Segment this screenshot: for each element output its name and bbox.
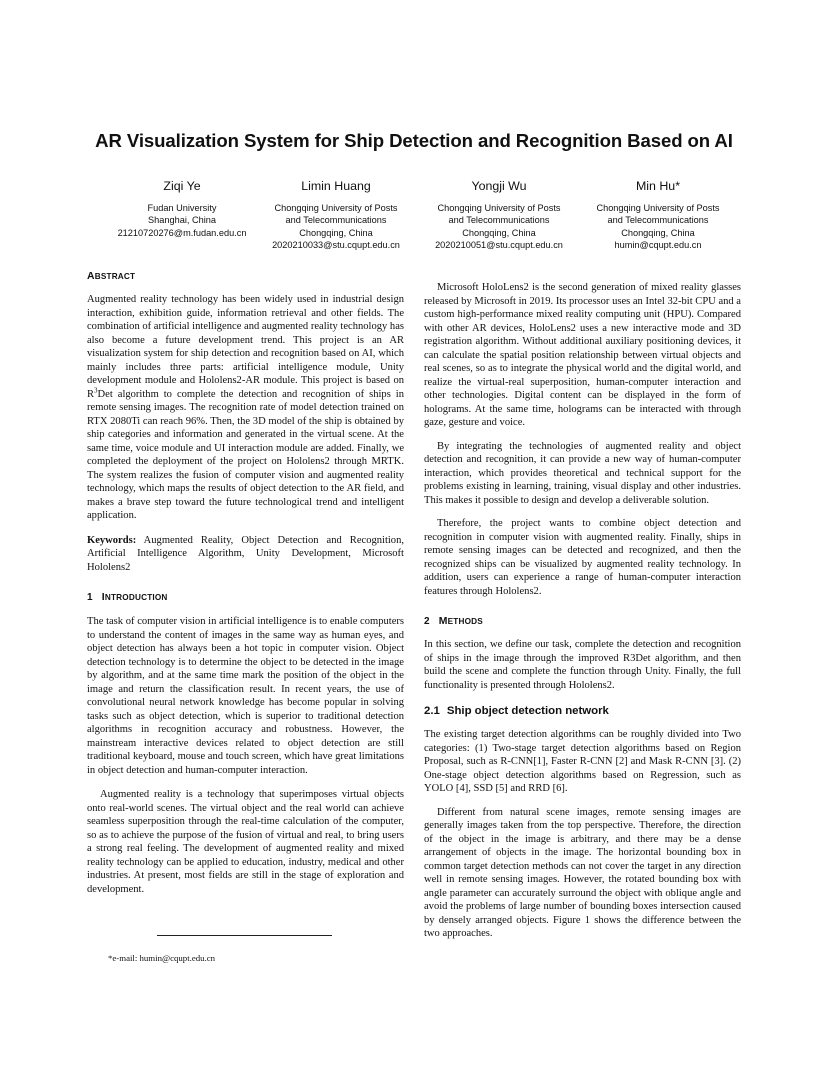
section-heading-introduction: 1 INTRODUCTION — [87, 592, 168, 603]
paper-title: AR Visualization System for Ship Detection and Recognition Based on AI — [95, 130, 733, 151]
author-block-1 — [97, 180, 267, 239]
author-affiliation: Fudan University — [147, 202, 217, 213]
author-location: Chongqing, China — [462, 227, 536, 238]
methods-paragraph: In this section, we define our task, complete the detection and recognition of ships in the image through the improved R3Det algorithm, and then build the scene and complete the function through Unity. Finally, the full functionality is presented through Hololens2. — [424, 639, 741, 691]
author-email: 2020210051@stu.cqupt.edu.cn — [435, 240, 563, 251]
footnote-email: *e-mail: humin@cqupt.edu.cn — [108, 953, 216, 963]
section-heading-methods: 2 METHODS — [424, 616, 483, 627]
detection-paragraph-1: The existing target detection algorithms can be roughly divided into Two categories: (1) Two-stage target detection algorithms based on Region Proposal, such as R-CNN[1], Faster R-CNN [2] and Mask R-CNN [3]. (2) One-stage object detection algorithms based on Regression, such as YOLO [4], SSD [5] and RRD [6]. — [424, 729, 741, 794]
author-location: Shanghai, China — [148, 215, 216, 226]
author-affiliation: and Telecommunications — [285, 215, 387, 226]
integration-paragraph: By integrating the technologies of augmented reality and object detection and recognition, it can provide a new way of human-computer interaction, which provides theoretical and technical support for the problems existing in learning, training, visual display and other industries. This makes it possible to design and develop a deliverable solution. — [424, 440, 741, 506]
author-block-4 — [573, 180, 743, 252]
abstract-text: Augmented reality technology has been widely used in industrial design interaction, exhibition guide, information retrieval and other fields. The combination of artificial intelligence and augmented reality technology has also become a future development trend. This project is an AR visualization system for ship detection and recognition based on AI, which mainly includes three parts: artificial intelligence module, Unity development module and Hololens2-AR module. This project is based on $R^3Det$ algorithm to complete the detection and recognition of ships in remote sensing images. The recognition rate of model detection trained on RTX 2080Ti can reach 96%. Then, the 3D model of the ship is obtained by ship categories and information and generated in the virtual scene. At the same time, voice module and UI interaction module are added. Finally, we completed the deployment of the project on Hololens2 through MRTK. The system realizes the fusion of computer vision and augmented reality technology, which maps the results of object detection to the AR field, and makes a brave step toward the future technological trend and intelligent application. — [87, 294, 404, 521]
author-block-2 — [251, 180, 421, 252]
abstract-heading: ABSTRACT — [87, 271, 136, 282]
author-name: Limin Huang — [301, 179, 371, 193]
intro-paragraph-1: The task of computer vision in artificial intelligence is to enable computers to understand the content of images in the same way as human eyes, and object detection has always been a hot topic in computer vision. Object detection technology is to determine the object to be detected in the image by algorithm, and at the same time mark the position of the object in the image and return the classification result. In recent years, the use of convolutional neural network knowledge has become popular in solving tasks such as object detection, which is superior to traditional detection algorithms in recognition accuracy and robustness. However, the mainstream interactive devices related to object detection are still traditional keyboard, mouse and touch screen, which have great limitations in object detection and human-computer interaction. — [87, 616, 404, 776]
left-column — [87, 270, 404, 896]
author-affiliation: and Telecommunications — [448, 215, 550, 226]
author-name: Min Hu* — [635, 179, 681, 193]
intro-paragraph-2: Augmented reality is a technology that superimposes virtual objects onto real-world scenes. The virtual object and the real world can achieve seamless superposition through the real-time calculation of the computer, so as to achieve the purpose of the fusion of virtual and real, to bring users a strong real feeling. The development of augmented reality and mixed reality technology can be applied to education, industry, medical and other industries. At present, most fields are still in the stage of exploration and development. — [87, 789, 404, 895]
keywords: Keywords: Augmented Reality, Object Detection and Recognition, Artificial Intelligence Algorithm, Unity Development, Microsoft Hololens2 — [87, 534, 404, 573]
author-name: Ziqi Ye — [163, 179, 201, 193]
author-affiliation: Chongqing University of Posts — [437, 202, 561, 213]
footnote-divider — [157, 935, 332, 936]
author-email: humin@cqupt.edu.cn — [614, 240, 702, 251]
author-affiliation: and Telecommunications — [607, 215, 709, 226]
hololens-paragraph: Microsoft HoloLens2 is the second generation of mixed reality glasses released by Microsoft in 2019. Its processor uses an Intel 32-bit CPU and a custom high-performance mixed reality computing unit (HPU). Compared with other AR devices, HoloLens2 uses a new interactive mode and 3D registration algorithm. Without additional auxiliary positioning devices, it can calculate the spatial position relationship between virtual objects and real scenes, so as to integrate the physical world and the digital world, and realize the virtual-real superposition, human-computer interaction and other technologies. Digital content can be displayed in the form of holograms. At the same time, holograms can be interacted with through gaze, gesture and voice. — [424, 282, 741, 428]
detection-paragraph-2: Different from natural scene images, remote sensing images are generally images taken from the top perspective. Therefore, the direction of the object in the image is arbitrary, and there may be a dense arrangement of objects in the image. The horizontal bounding box in common target detection methods can not cover the target in any direction well in remote sensing images. However, the rotated bounding box with angle parameter can accurately surround the object with oblique angle and avoid the problems of large number of bounding boxes intersection caused by densely arranged objects. Figure 1 shows the difference between the two approaches. — [424, 806, 741, 939]
author-block-3 — [414, 180, 584, 252]
author-affiliation: Chongqing University of Posts — [274, 202, 398, 213]
subsection-heading-ship-detection: 2.1 Ship object detection network — [424, 705, 609, 717]
author-email: 21210720276@m.fudan.edu.cn — [117, 227, 247, 238]
author-affiliation: Chongqing University of Posts — [596, 202, 720, 213]
author-location: Chongqing, China — [299, 227, 373, 238]
author-location: Chongqing, China — [621, 227, 695, 238]
project-paragraph: Therefore, the project wants to combine object detection and recognition in computer vision with augmented reality. Finally, ships in remote sensing images can be detected and recognized, and then the recognized ships can be visualized by augmented reality technology. In addition, users can experience a range of human-computer interaction features through Hololens2. — [424, 518, 741, 597]
right-column — [424, 281, 741, 941]
author-name: Yongji Wu — [471, 179, 527, 193]
author-email: 2020210033@stu.cqupt.edu.cn — [272, 240, 400, 251]
